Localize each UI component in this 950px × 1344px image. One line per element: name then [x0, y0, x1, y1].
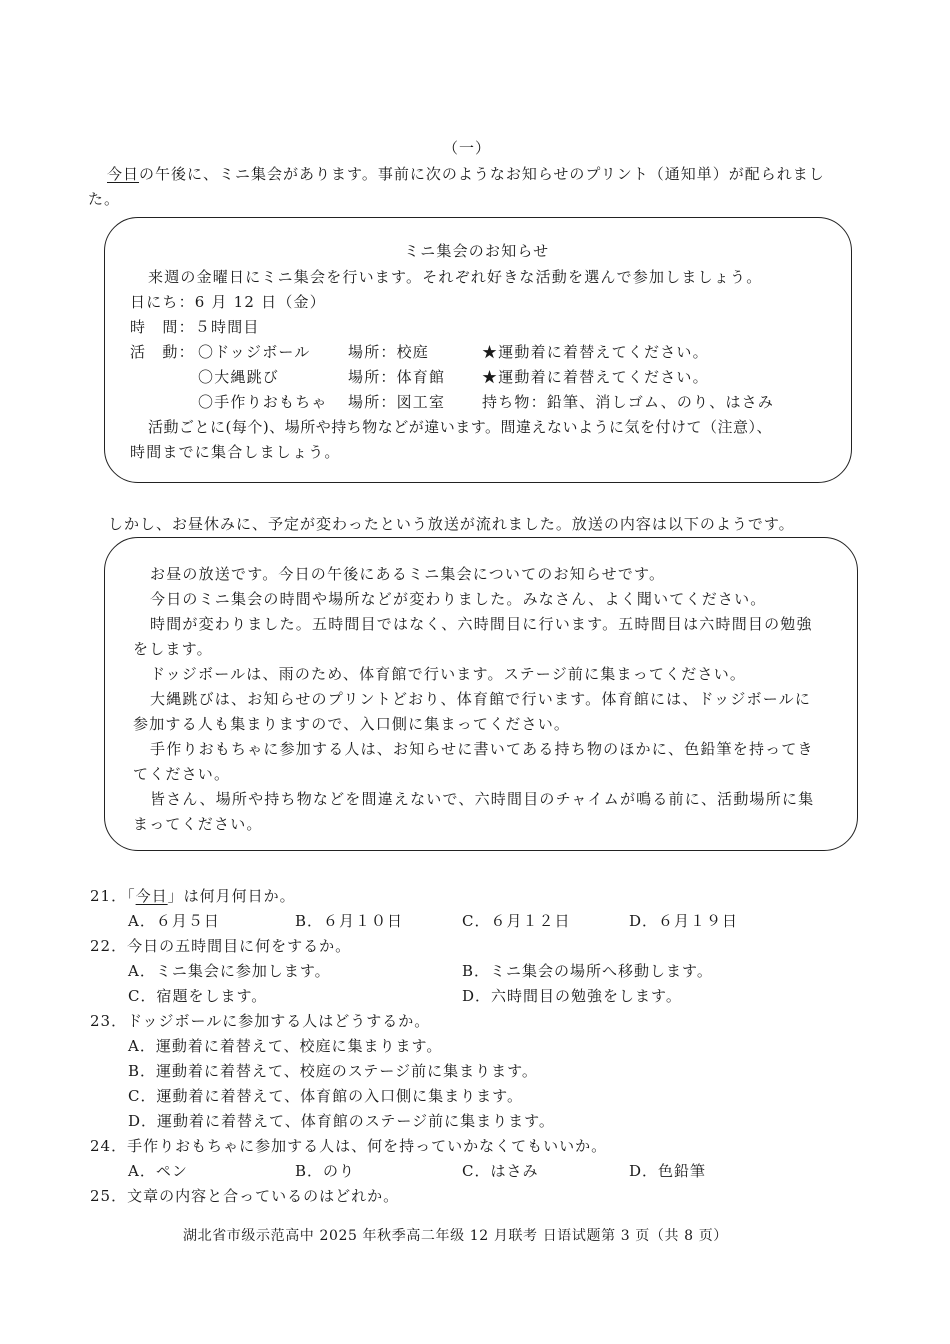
activity-place: 場所：体育館	[348, 368, 446, 386]
option[interactable]: A．運動着に着替えて、校庭に集まります。	[128, 1037, 443, 1055]
transition-text: しかし、お昼休みに、予定が変わったという放送が流れました。放送の内容は以下のようです。	[108, 515, 795, 533]
question-25	[90, 1185, 399, 1206]
activity-name: 〇手作りおもちゃ	[198, 393, 328, 411]
question-stem: 」は何月何日か。	[167, 887, 296, 905]
page-footer: 湖北省市级示范高中 2025 年秋季高二年级 12 月联考 日语试题第 3 页（共 8 页）	[183, 1228, 728, 1244]
broadcast-line: 大縄跳びは、お知らせのプリントどおり、体育館で行います。体育館には、ドッジボールに	[150, 690, 812, 708]
question-21	[90, 885, 296, 906]
option[interactable]: B．ミニ集会の場所へ移動します。	[462, 962, 713, 980]
question-number: 24．	[90, 1137, 128, 1155]
option[interactable]: B．６月１０日	[295, 912, 404, 930]
question-prefix: 「	[127, 887, 136, 905]
option[interactable]: C．はさみ	[462, 1162, 539, 1180]
question-stem: 文章の内容と合っているのはどれか。	[127, 1187, 400, 1205]
notice-activities-label: 活 動：	[130, 343, 195, 361]
option[interactable]: A．ペン	[128, 1162, 188, 1180]
option[interactable]: A．６月５日	[128, 912, 220, 930]
broadcast-line: お昼の放送です。今日の午後にあるミニ集会についてのお知らせです。	[150, 565, 666, 583]
activity-name: 〇ドッジボール	[198, 343, 311, 361]
option[interactable]: A．ミニ集会に参加します。	[128, 962, 331, 980]
option[interactable]: D．色鉛筆	[629, 1162, 707, 1180]
option[interactable]: C．宿題をします。	[128, 987, 268, 1005]
question-underlined-word: 今日	[135, 887, 168, 905]
option[interactable]: B．のり	[295, 1162, 356, 1180]
option[interactable]: C．６月１２日	[462, 912, 571, 930]
option[interactable]: D．六時間目の勉強をします。	[462, 987, 682, 1005]
broadcast-line: 参加する人も集まりますので、入口側に集まってください。	[133, 715, 571, 733]
activity-note: ★運動着に着替えてください。	[482, 368, 709, 386]
question-number: 21．	[90, 887, 128, 905]
broadcast-line: 時間が変わりました。五時間目ではなく、六時間目に行います。五時間目は六時間目の勉強	[150, 615, 813, 633]
notice-lead: 来週の金曜日にミニ集会を行います。それぞれ好きな活動を選んで参加しましょう。	[148, 268, 763, 286]
notice-time: 時 間：５時間目	[130, 318, 260, 336]
intro-text: の午後に、ミニ集会があります。事前に次のようなお知らせのプリント（通知単）が配られまし	[139, 165, 825, 183]
broadcast-line: をします。	[133, 640, 213, 658]
activity-note: 持ち物：鉛筆、消しゴム、のり、はさみ	[482, 393, 775, 411]
question-stem: 手作りおもちゃに参加する人は、何を持っていかなくてもいいか。	[127, 1137, 608, 1155]
broadcast-line: ドッジボールは、雨のため、体育館で行います。ステージ前に集まってください。	[150, 665, 747, 683]
notice-title: ミニ集会のお知らせ	[404, 242, 550, 260]
notice-date: 日にち：6 月 12 日（金）	[130, 293, 326, 311]
question-number: 23．	[90, 1012, 128, 1030]
activity-note: ★運動着に着替えてください。	[482, 343, 709, 361]
option[interactable]: D．６月１９日	[629, 912, 739, 930]
intro-underlined-word: 今日	[107, 165, 140, 183]
question-23	[90, 1010, 430, 1031]
broadcast-line: 今日のミニ集会の時間や場所などが変わりました。みなさん、よく聞いてください。	[150, 590, 767, 608]
notice-closing: 活動ごとに(每个)、場所や持ち物などが違います。間違えないように気を付けて（注意）、	[148, 418, 773, 436]
option[interactable]: D．運動着に着替えて、体育館のステージ前に集まります。	[128, 1112, 555, 1130]
broadcast-line: 手作りおもちゃに参加する人は、お知らせに書いてある持ち物のほかに、色鉛筆を持ってき	[150, 740, 814, 758]
notice-closing-wrap: 時間までに集合しましょう。	[130, 443, 341, 461]
broadcast-line: まってください。	[133, 815, 263, 833]
option[interactable]: C．運動着に着替えて、体育館の入口側に集まります。	[128, 1087, 523, 1105]
section-marker: （一）	[443, 139, 492, 157]
question-24	[90, 1135, 607, 1156]
broadcast-line: 皆さん、場所や持ち物などを間違えないで、六時間目のチャイムが鳴る前に、活動場所に集	[150, 790, 815, 808]
question-stem: ドッジボールに参加する人はどうするか。	[127, 1012, 431, 1030]
question-number: 25．	[90, 1187, 128, 1205]
activity-place: 場所：校庭	[348, 343, 430, 361]
question-number: 22．	[90, 937, 128, 955]
question-22	[90, 935, 351, 956]
broadcast-line: てください。	[133, 765, 231, 783]
question-stem: 今日の五時間目に何をするか。	[127, 937, 352, 955]
intro-wrap: た。	[88, 190, 121, 208]
intro-paragraph	[107, 163, 825, 184]
activity-name: 〇大縄跳び	[198, 368, 280, 386]
option[interactable]: B．運動着に着替えて、校庭のステージ前に集まります。	[128, 1062, 538, 1080]
activity-place: 場所：図工室	[348, 393, 446, 411]
